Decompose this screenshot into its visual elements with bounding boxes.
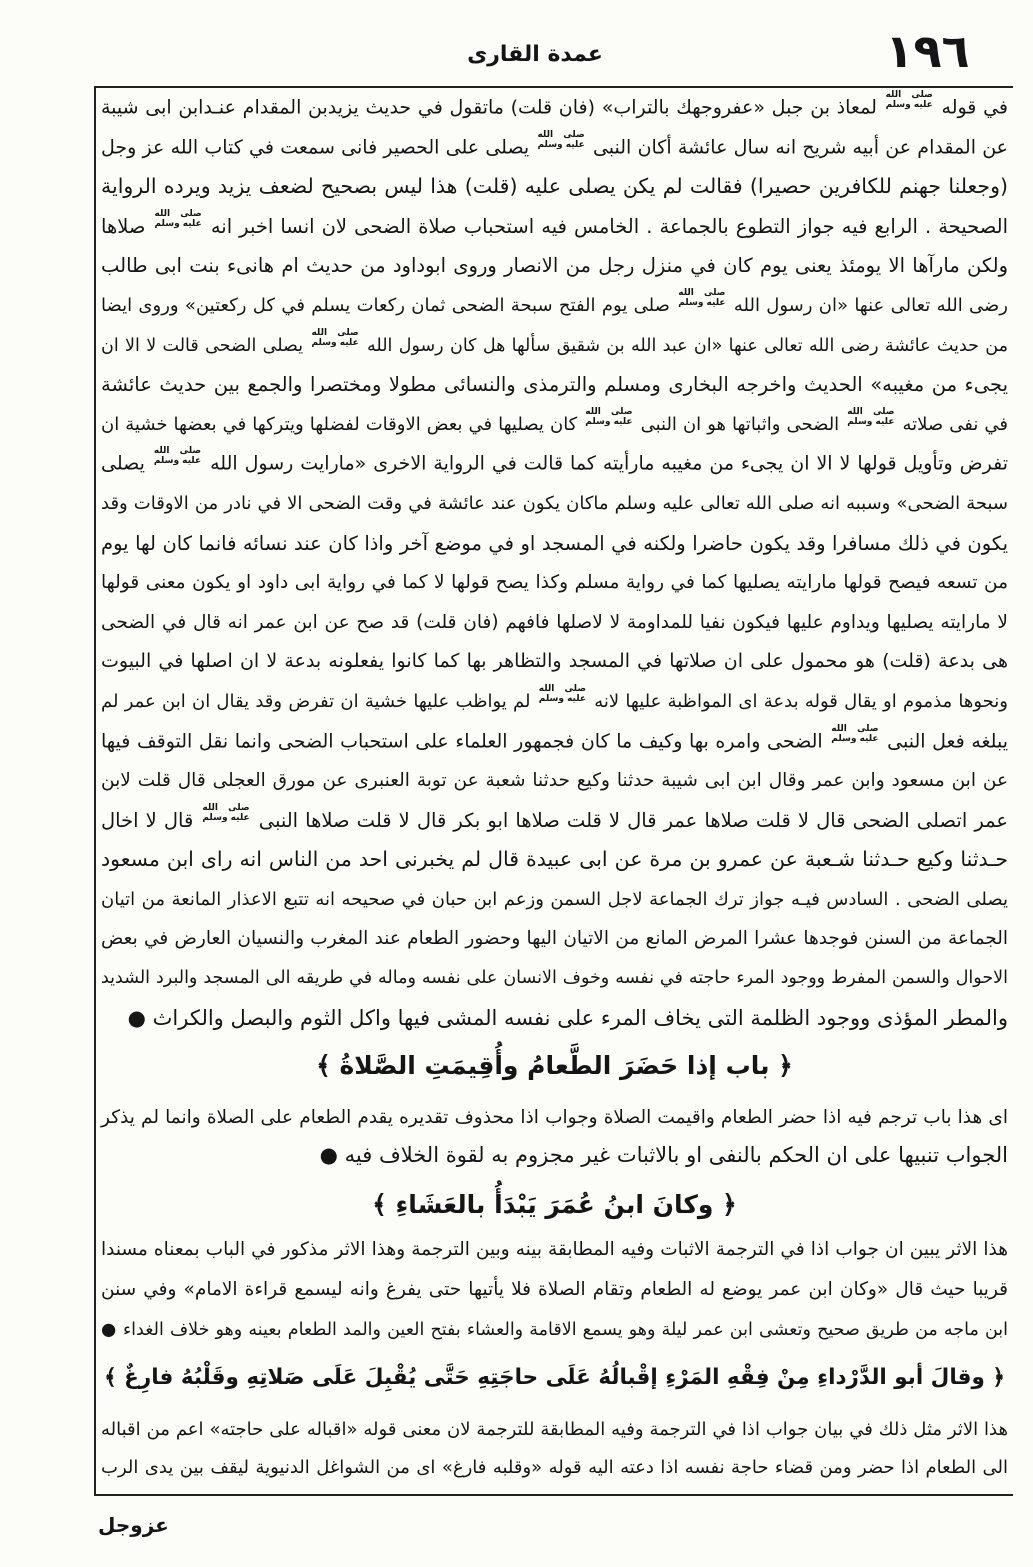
text-line: والمطر المؤذى ووجود الظلمة التى يخاف المرء على نفسه المشى فيها واكل الثوم والبصل والكراث ● (127, 1005, 1008, 1030)
text-line: (وجعلنا جهنم للكافرين حصيرا) فقالت لم يكن يصلى عليه (قلت) هذا ليس بصحيح لضعف يزيد ويرده الرواية (101, 174, 1008, 199)
paragraph (101, 1230, 1008, 1350)
text-line: قريبا حيث قال «وكان ابن عمر يوضع له الطعام وتقام الصلاة فلا يأتيها حتى يفرغ وانه ليسمع قراءة الامام» وفي سنن (101, 1279, 1008, 1300)
text-line: يجىء من مغيبه» الحديث واخرجه البخارى ومسلم والترمذى والنسائى مطولا ومختصرا والجمع بين حديث عائشة (101, 373, 1008, 397)
text-line: الصحيحة . الرابع فيه جواز التطوع بالجماعة . الخامس فيه استحباب صلاة الضحى لان انسا اخبر انه صلاها (101, 207, 1008, 247)
text-line: يبلغه فعل النبى الضحى وامره بها وكيف ما كان فجمهور العلماء على استحباب الضحى وانما نقل التوقف فيها (101, 722, 1008, 762)
salla-ligature (537, 682, 588, 722)
text-line: من تسعه فيصح قولها مارايته يصليها كما في رواية مسلم وكذا يصح قولها لا كما في رواية ابى داود او يكون معنى قولها (101, 572, 1008, 594)
text-line: يصلى الضحى . السادس فيـه جواز ترك الجماعة لاجل السمن وزعم ابن حبان في صحيحه انه تتبع الاعذار المانعة من اتيان (101, 888, 1008, 910)
text-line: ابن ماجه من طريق صحيح وتعشى ابن عمر ليلة وهو يسمع الاقامة والعشاء بفتح العين والمد الطعام بعينه وهو خلاف الغداء ● (101, 1320, 1008, 1340)
text-line: الجماعة من السنن فوجدها عشرا المرض المانع من الاتيان اليها وحضور الطعام عند المغرب والنسيان العارض في بعض (101, 928, 1008, 950)
text-line: عن المقدام عن أبيه شريح انه سال عائشة أكان النبى يصلى على الحصير فانى سمعت في كتاب الله عز وجل (101, 128, 1008, 168)
page-number: ١٩٦ (885, 24, 970, 78)
quoted-text-heading: ﴿ وقالَ أبو الدَّرْداءِ مِنْ فِقْهِ المَرْءِ إقْبالُهُ عَلَى حاجَتِهِ حَتَّى يُقْبِلَ عَلَى صَلاتِهِ وقَلْبُهُ فارِغٌ ﴾ (104, 1365, 1005, 1390)
salla-ligature (200, 801, 251, 841)
salla-ligature (884, 88, 935, 128)
quoted-text-heading: ﴿ وكانَ ابنُ عُمَرَ يَبْدَأُ بالعَشَاءِ ﴾ (372, 1190, 737, 1219)
text-line: الى الطعام اذا حضر ومن قضاء حاجة نفسه اذا دعته اليه قوله «وقلبه فارغ» اى من الشواغل الدنيوية ليقف بين يدى الرب (101, 1457, 1008, 1478)
text-line: في نفى صلاته الضحى واثباتها هو ان النبى كان يصليها في بعض الاوقات لفضلها ويتركها في بعضها خشية ان (101, 405, 1008, 445)
paragraph (101, 1099, 1008, 1174)
chapter-heading: ﴿ باب إذا حَضَرَ الطَّعامُ وأُقِيمَتِ الصَّلاةُ ﴾ (316, 1051, 793, 1080)
text-line: تفرض وتأويل قولها لا الا ان يجىء من مغيبه مارأيته كما قالت في الرواية الاخرى «مارايت رسول الله يصلى (101, 444, 1008, 484)
text-line: هذا الاثر مثل ذلك في بيان جواب اذا في الترجمة وفيه المطابقة للترجمة لان معنى قوله «اقباله على حاجته» اعم من اقباله (101, 1419, 1008, 1440)
paragraph (101, 88, 1008, 1038)
text-line: في قوله لمعاذ بن جبل «عفروجهك بالتراب» (فان قلت) ماتقول في حديث يزيدبن المقدام عنـدابن ابى شيبة (101, 88, 1008, 128)
text-line: من حديث عائشة رضى الله تعالى عنها «ان عبد الله بن شقيق سألها هل كان رسول الله يصلى الضحى قالت لا الا ان (101, 326, 1008, 366)
text-line: هذا الاثر يبين ان جواب اذا في الترجمة الاثبات وفيه المطابقة بينه وبين الترجمة وهذا الاثر مذكور في الباب بمعناه مسندا (101, 1239, 1008, 1260)
text-line: الجواب تنبيها على ان الحكم بالنفى او بالاثبات غير مجزوم به لقوة الخلاف فيه ● (319, 1142, 1008, 1167)
text-line: لا مارايته يصليها ويداوم عليها فيكون نفيا للمداومة لا لاصلها فافهم (فان قلت) قد صح عن ابن عمر انه قال في الضحى (101, 611, 1008, 633)
frame-bottom-rule (94, 1494, 1013, 1496)
text-line: رضى الله تعالى عنها «ان رسول الله صلى يوم الفتح سبحة الضحى ثمان ركعات يسلم في كل ركعتين» وروى ايضا (101, 286, 1008, 326)
salla-ligature (535, 128, 586, 168)
text-line: عن ابن مسعود وابن عمر وقال ابن ابى شيبة حدثنا وكيع حدثنا شعبة عن توبة العنبرى عن مورق العجلى قال قلت لابن (101, 770, 1008, 792)
text-line: عمر اتصلى الضحى قال لا قلت صلاها عمر قال لا قلت صلاها ابو بكر قال لا قلت صلاها النبى قال لا اخال (101, 801, 1008, 841)
salla-ligature (152, 444, 203, 484)
running-title: عمدة القارى (467, 42, 603, 67)
salla-ligature (829, 722, 880, 762)
salla-ligature (845, 405, 896, 445)
catchword: عزوجل (98, 1513, 169, 1537)
paragraph (101, 1411, 1008, 1487)
text-line: سبحة الضحى» وسببه انه صلى الله تعالى عليه وسلم ماكان يكون عند عائشة في وقت الضحى الا في نادر من الاوقات وقد (101, 492, 1008, 514)
text-line: حـدثنا وكيع حـدثنا شـعبة عن عمرو بن مرة عن ابى عبيدة قال لم يخبرنى احد من الناس انه راى ابن مسعود (101, 847, 1008, 872)
text-line: اى هذا باب ترجم فيه اذا حضر الطعام واقيمت الصلاة وجواب اذا محذوف تقديره يقدم الطعام على الصلاة وانما لم يذكر (101, 1107, 1008, 1128)
text-line: هى بدعة (قلت) هو محمول على ان صلاتها في المسجد والتظاهر بها كما كانوا يفعلونه بدعة لا ان اصلها في البيوت (101, 650, 1008, 673)
text-line: ونحوها مذموم او يقال قوله بدعة اى المواظبة عليها لانه لم يواظب عليها خشية ان تفرض وقد يقال ان ابن عمر لم (101, 682, 1008, 722)
text-line: الاحوال والسمن المفرط ووجود المرء حاجته في نفسه وخوف الانسان على نفسه وماله في طريقه الى المسجد والبرد الشديد (101, 968, 1008, 989)
text-line: ولكن مارآها الا يومئذ يعنى يوم كان في منزل رجل من الانصار وروى ابوداود من حديث ام هانىء بنت ابى طالب (101, 254, 1008, 278)
salla-ligature (583, 405, 634, 445)
frame-side-rule (94, 86, 96, 1496)
salla-ligature (152, 207, 203, 247)
text-line: يكون في ذلك مسافرا وقد يكون حاضرا ولكنه في المسجد او في موضع آخر واذا كان عند نسائه فانما كان لها يوم (101, 531, 1008, 555)
salla-ligature (309, 326, 360, 366)
salla-ligature (676, 286, 727, 326)
